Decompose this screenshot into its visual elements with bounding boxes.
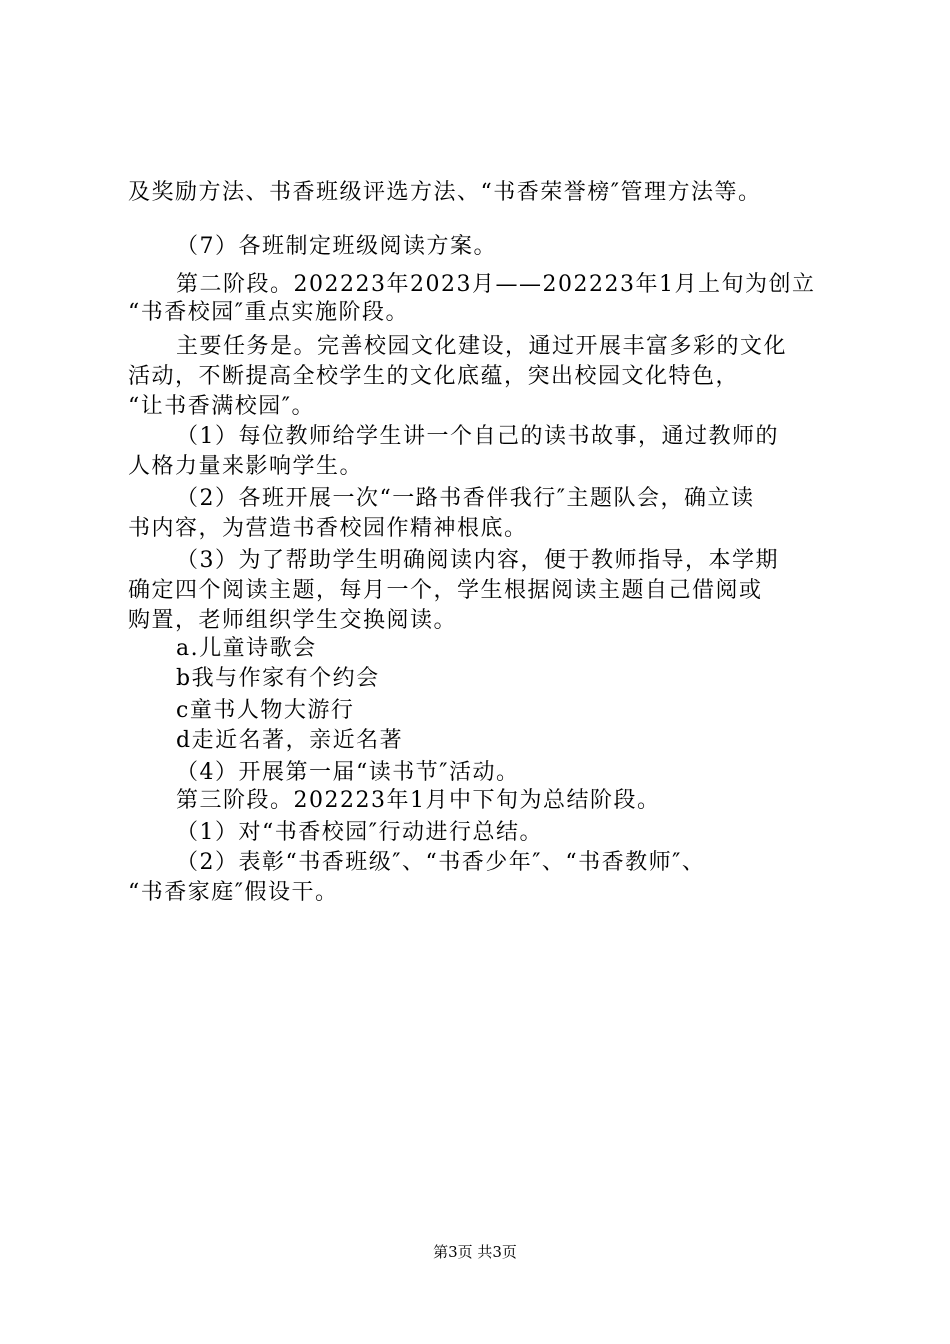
text-line: 第三阶段。202223年1月中下旬为总结阶段。 [176,788,661,813]
text-line: c童书人物大游行 [176,698,355,723]
text-line: （3）为了帮助学生明确阅读内容，便于教师指导，本学期 [176,548,779,573]
text-line: a.儿童诗歌会 [176,636,317,661]
text-line: （2）表彰“书香班级″、“书香少年″、“书香教师″、 [176,850,706,875]
text-line: 活动，不断提高全校学生的文化底蕴，突出校园文化特色， [128,364,740,389]
text-line: b我与作家有个约会 [176,666,380,691]
text-line: 及奖励方法、书香班级评选方法、“书香荣誉榜″管理方法等。 [128,180,762,205]
text-line: “让书香满校园″。 [128,394,315,419]
text-line: （7）各班制定班级阅读方案。 [176,234,497,259]
text-line: （4）开展第一届“读书节″活动。 [176,760,520,785]
text-line: “书香家庭″假设干。 [128,880,339,905]
text-line: （1）每位教师给学生讲一个自己的读书故事，通过教师的 [176,424,779,449]
text-line: 书内容，为营造书香校园作精神根底。 [128,516,528,541]
text-line: 购置，老师组织学生交换阅读。 [128,608,458,633]
text-line: （1）对“书香校园″行动进行总结。 [176,820,543,845]
text-line: 第二阶段。202223年2023月——202223年1月上旬为创立 [176,272,816,297]
text-line: （2）各班开展一次“一路书香伴我行″主题队会，确立读 [176,486,755,511]
text-line: “书香校园″重点实施阶段。 [128,300,409,325]
text-line: d走近名著，亲近名著 [176,728,404,753]
page-number: 第3页 共3页 [433,1243,517,1261]
text-line: 主要任务是。完善校园文化建设，通过开展丰富多彩的文化 [176,334,788,359]
text-line: 人格力量来影响学生。 [128,454,364,479]
text-line: 确定四个阅读主题，每月一个，学生根据阅读主题自己借阅或 [128,578,763,603]
